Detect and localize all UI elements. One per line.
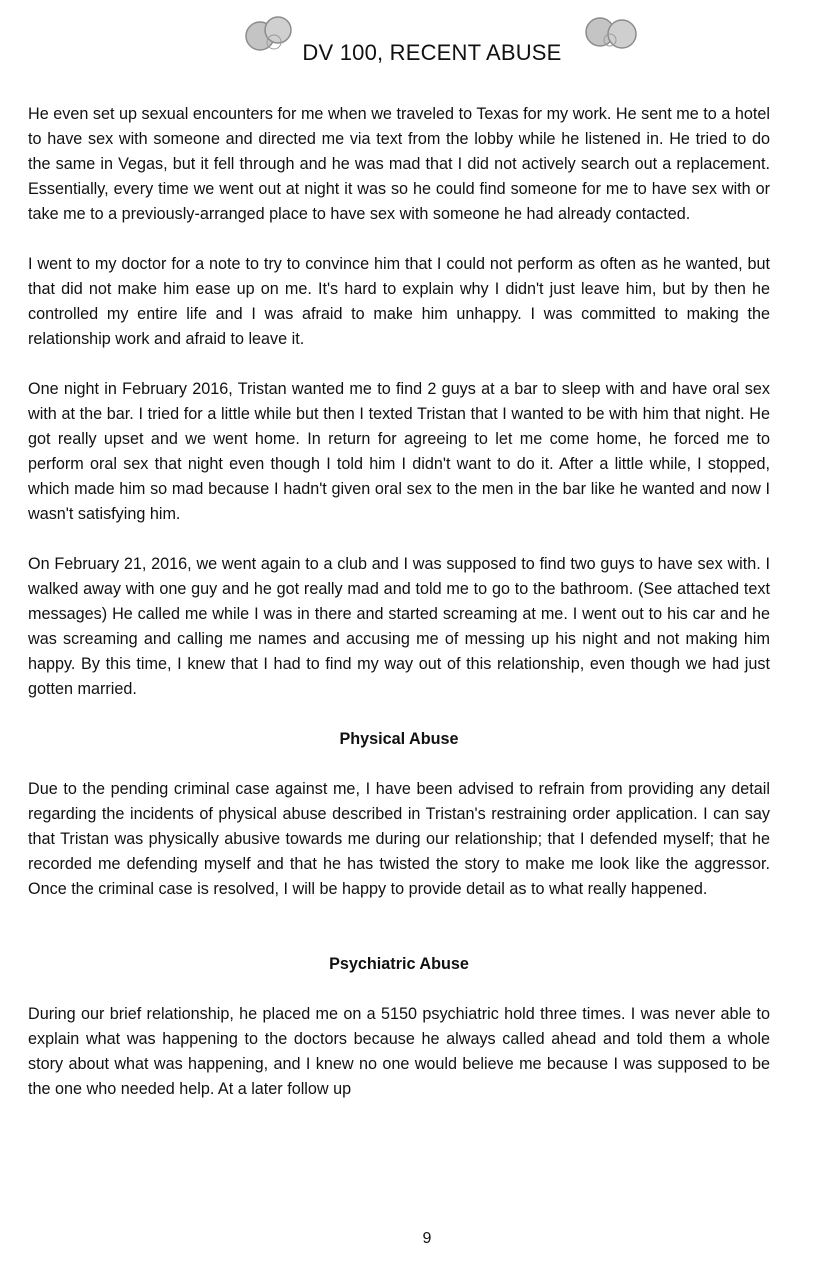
- section-heading-physical-abuse: Physical Abuse: [339, 730, 459, 748]
- section-heading-psychiatric-abuse: Psychiatric Abuse: [329, 955, 469, 973]
- document-body: [28, 102, 770, 1127]
- paragraph: On February 21, 2016, we went again to a club and I was supposed to find two guys to have sex with. I walked away with one guy and he got really mad and told me to go to the bathroom. (See attached text messages) He called me while I was in there and started screaming at me. I went out to his car and he was screaming and calling me names and accusing me of messing up his night and not making him happy. By this time, I knew that I had to find my way out of this relationship, even though we had just gotten married.: [28, 555, 770, 698]
- section-gap: [28, 927, 770, 952]
- paragraph: He even set up sexual encounters for me when we traveled to Texas for my work. He sent me to a hotel to have sex with someone and directed me via text from the lobby while he listened in. He tried to do the same in Vegas, but it fell through and he was mad that I did not actively search out a replacement. Essentially, every time we went out at night it was so he could find someone for me to have sex with or take me to a previously-arranged place to have sex with someone he had already contacted.: [28, 105, 770, 223]
- paragraph: I went to my doctor for a note to try to convince him that I could not perform as often as he wanted, but that did not make him ease up on me. It's hard to explain why I didn't just leave him, but by then he controlled my entire life and I was afraid to make him unhappy. I was committed to making the relationship work and afraid to leave it.: [28, 255, 770, 348]
- page-title: DV 100, RECENT ABUSE: [302, 40, 562, 65]
- paragraph: Due to the pending criminal case against me, I have been advised to refrain from providing any detail regarding the incidents of physical abuse described in Tristan's restraining order application. I can say that Tristan was physically abusive towards me during our relationship; that I defended myself; that he recorded me defending myself and that he has twisted the story to make me look like the aggressor. Once the criminal case is resolved, I will be happy to provide detail as to what really happened.: [28, 780, 770, 898]
- paragraph: One night in February 2016, Tristan wanted me to find 2 guys at a bar to sleep with and have oral sex with at the bar. I tried for a little while but then I texted Tristan that I wanted to be with him that night. He got really upset and we went home. In return for agreeing to let me come home, he forced me to perform oral sex that night even though I told him I didn't want to do it. After a little while, I stopped, which made him so mad because I hadn't given oral sex to the men in the bar like he wanted and now I wasn't satisfying him.: [28, 380, 770, 523]
- paragraph: During our brief relationship, he placed me on a 5150 psychiatric hold three times. I was never able to explain what was happening to the doctors because he always called ahead and told them a whole story about what was happening, and I knew no one would believe me because I was supposed to be the one who needed help. At a later follow up: [28, 1005, 770, 1098]
- page-number: 9: [422, 1230, 432, 1247]
